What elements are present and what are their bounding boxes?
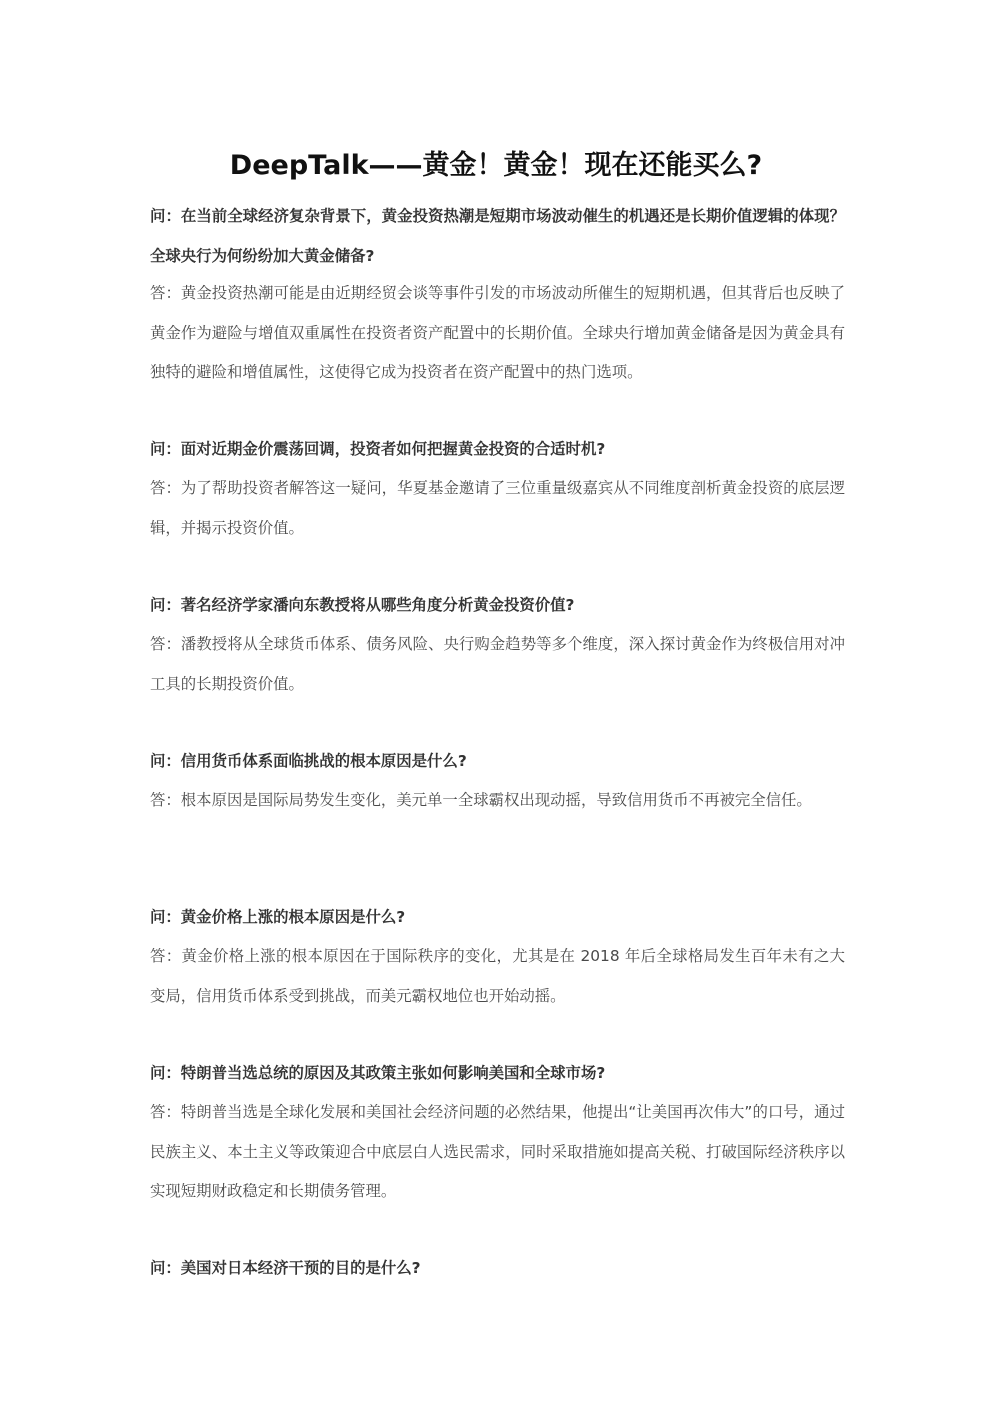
answer-4: 答：根本原因是国际局势发生变化，美元单一全球霸权出现动摇，导致信用货币不再被完全信任。 — [150, 791, 812, 809]
question-1: 问：在当前全球经济复杂背景下，黄金投资热潮是短期市场波动催生的机遇还是长期价值逻辑的体现？全球央行为何纷纷加大黄金储备? — [150, 207, 845, 265]
answer-6: 答：特朗普当选是全球化发展和美国社会经济问题的必然结果，他提出“让美国再次伟大”的口号，通过民族主义、本土主义等政策迎合中底层白人选民需求，同时采取措施如提高关税、打破国际经济秩序以实现短期财政稳定和长期债务管理。 — [150, 1103, 845, 1200]
question-3: 问：著名经济学家潘向东教授将从哪些角度分析黄金投资价值? — [150, 596, 575, 614]
answer-3: 答：潘教授将从全球货币体系、债务风险、央行购金趋势等多个维度，深入探讨黄金作为终极信用对冲工具的长期投资价值。 — [150, 635, 845, 693]
answer-1: 答：黄金投资热潮可能是由近期经贸会谈等事件引发的市场波动所催生的短期机遇，但其背后也反映了黄金作为避险与增值双重属性在投资者资产配置中的长期价值。全球央行增加黄金储备是因为黄金具有独特的避险和增值属性，这使得它成为投资者在资产配置中的热门选项。 — [150, 284, 845, 381]
question-6: 问：特朗普当选总统的原因及其政策主张如何影响美国和全球市场? — [150, 1064, 606, 1082]
question-2: 问：面对近期金价震荡回调，投资者如何把握黄金投资的合适时机? — [150, 440, 606, 458]
answer-5: 答：黄金价格上涨的根本原因在于国际秩序的变化，尤其是在 2018 年后全球格局发生百年未有之大变局，信用货币体系受到挑战，而美元霸权地位也开始动摇。 — [150, 947, 845, 1005]
document-title: DeepTalk——黄金！黄金！现在还能买么? — [229, 150, 763, 181]
answer-2: 答：为了帮助投资者解答这一疑问，华夏基金邀请了三位重量级嘉宾从不同维度剖析黄金投资的底层逻辑，并揭示投资价值。 — [150, 479, 845, 537]
question-5: 问：黄金价格上涨的根本原因是什么? — [150, 908, 406, 926]
question-4: 问：信用货币体系面临挑战的根本原因是什么? — [150, 752, 467, 770]
question-7: 问：美国对日本经济干预的目的是什么? — [150, 1259, 421, 1277]
